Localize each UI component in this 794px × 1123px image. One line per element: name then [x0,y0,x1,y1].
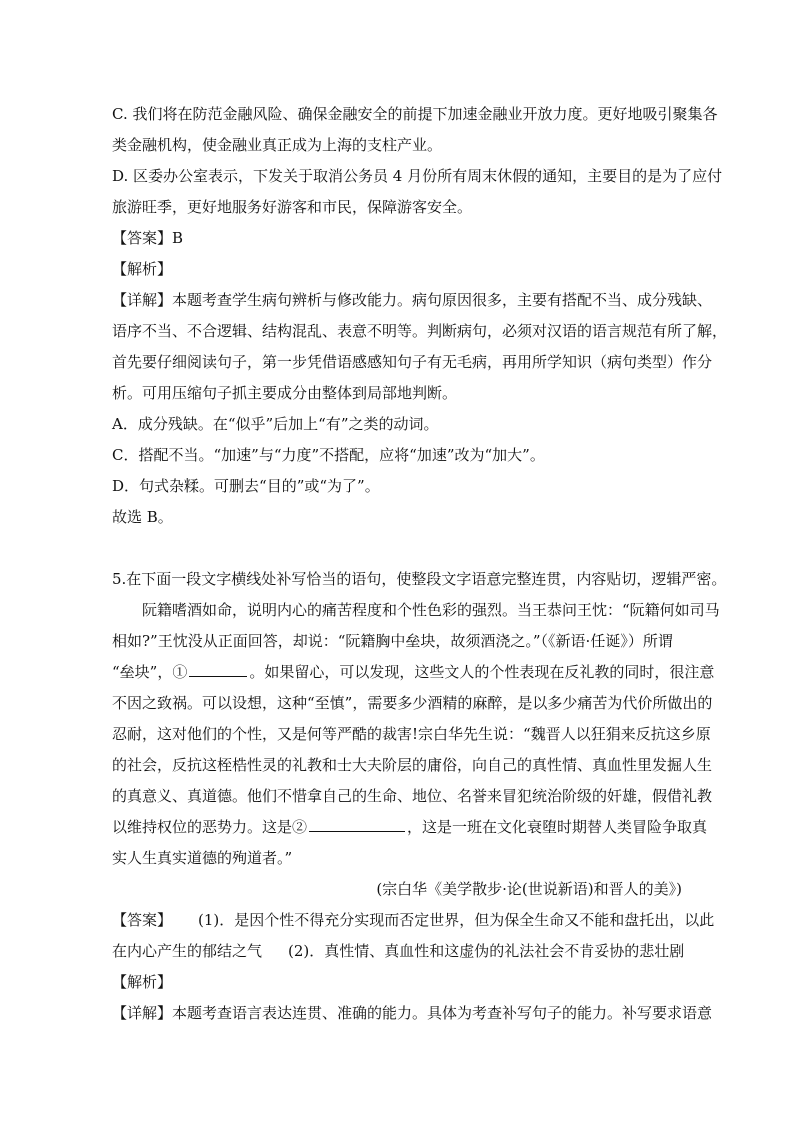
passage-source: (宗白华《美学散步·论(世说新语)和晋人的美》) [376,880,682,898]
passage-line-2: 相如?”王忱没从正面回答，却说：“阮籍胸中垒块，故须酒浇之。”（《新语·任诞》）所谓 [112,632,673,650]
blank-1[interactable] [189,662,247,677]
passage-line-8 [112,817,707,837]
answer-part-1-end: 在内心产生的郁结之气 [112,942,263,960]
passage-line-6: 的社会，反抗这桎梏性灵的礼教和士大夫阶层的庸俗，向自己的真性情、真血性里发掘人生 [112,756,713,774]
detail-line-2: 语序不当、不合逻辑、结构混乱、表意不明等。判断病句，必须对汉语的语言规范有所了解， [112,322,728,340]
passage-line-8-end: ，这是一班在文化衰堕时期替人类冒险争取真 [407,818,708,836]
detail-line-4: 析。可用压缩句子抓主要成分由整体到局部地判断。 [112,384,458,402]
passage-line-3-end: 。如果留心，可以发现，这些文人的个性表现在反礼教的同时，很注意 [249,663,715,681]
passage-line-3-start: “垒块”，① [112,663,188,681]
conclusion-line: 故选 B。 [112,508,173,526]
explain-a: A．成分残缺。在“似乎”后加上“有”之类的动词。 [112,415,439,433]
blank-2[interactable] [309,817,405,832]
answer-row-2 [112,941,684,961]
answer-part-2: (2)．真性情、真血性和这虚伪的礼法社会不肯妥协的悲壮剧 [288,942,685,960]
answer-line: 【答案】B [112,229,184,247]
detail-line-3: 首先要仔细阅读句子，第一步凭借语感感知句子有无毛病，再用所学知识（病句类型）作分 [112,353,713,371]
passage-line-8-start: 以维持权位的恶势力。这是② [112,818,308,836]
option-c-line-2: 类金融机构，使金融业真正成为上海的支柱产业。 [112,136,443,154]
explain-c: C．搭配不当。“加速”与“力度”不搭配，应将“加速”改为“加大”。 [112,446,545,464]
passage-line-3 [112,662,714,682]
analysis-heading: 【解析】 [112,260,173,278]
option-c-line-1: C. 我们将在防范金融风险、确保金融安全的前提下加速金融业开放力度。更好地吸引聚集各 [112,105,718,123]
option-d-line-1: D. 区委办公室表示，下发关于取消公务员 4 月份所有周末休假的通知，主要目的是为了应付 [112,167,723,185]
analysis-heading-2: 【解析】 [112,973,173,991]
detail-line-1: 【详解】本题考查学生病句辨析与修改能力。病句原因很多，主要有搭配不当、成分残缺、 [112,291,713,309]
option-d-line-2: 旅游旺季，更好地服务好游客和市民，保障游客安全。 [112,198,473,216]
passage-line-9: 实人生真实道德的殉道者。” [112,849,293,867]
explain-d: D．句式杂糅。可删去“目的”或“为了”。 [112,477,380,495]
answer-row-1 [112,910,714,930]
question-5-title: 5.在下面一段文字横线处补写恰当的语句，使整段文字语意完整连贯，内容贴切，逻辑严密。 [112,570,727,588]
passage-line-4: 不因之致祸。可以设想，这种“至慎”，需要多少酒精的麻醉，是以多少痛苦为代价所做出的 [112,694,713,712]
detail-2-line-1: 【详解】本题考查语言表达连贯、准确的能力。具体为考查补写句子的能力。补写要求语意 [112,1004,713,1022]
passage-line-7: 的真意义、真道德。他们不惜拿自己的生命、地位、名誉来冒犯统治阶级的奸雄，假借礼教 [112,787,713,805]
answer-part-1: (1)．是因个性不得充分实现而否定世界，但为保全生命又不能和盘托出，以此 [198,911,715,929]
passage-line-1: 阮籍嗜酒如命，说明内心的痛苦程度和个性色彩的强烈。当王恭问王忱：“阮籍何如司马 [142,601,720,619]
answer-label: 【答案】 [112,911,173,929]
passage-line-5: 忍耐，这对他们的个性，又是何等严酷的裁害!宗白华先生说：“魏晋人以狂狷来反抗这乡原 [112,725,711,743]
